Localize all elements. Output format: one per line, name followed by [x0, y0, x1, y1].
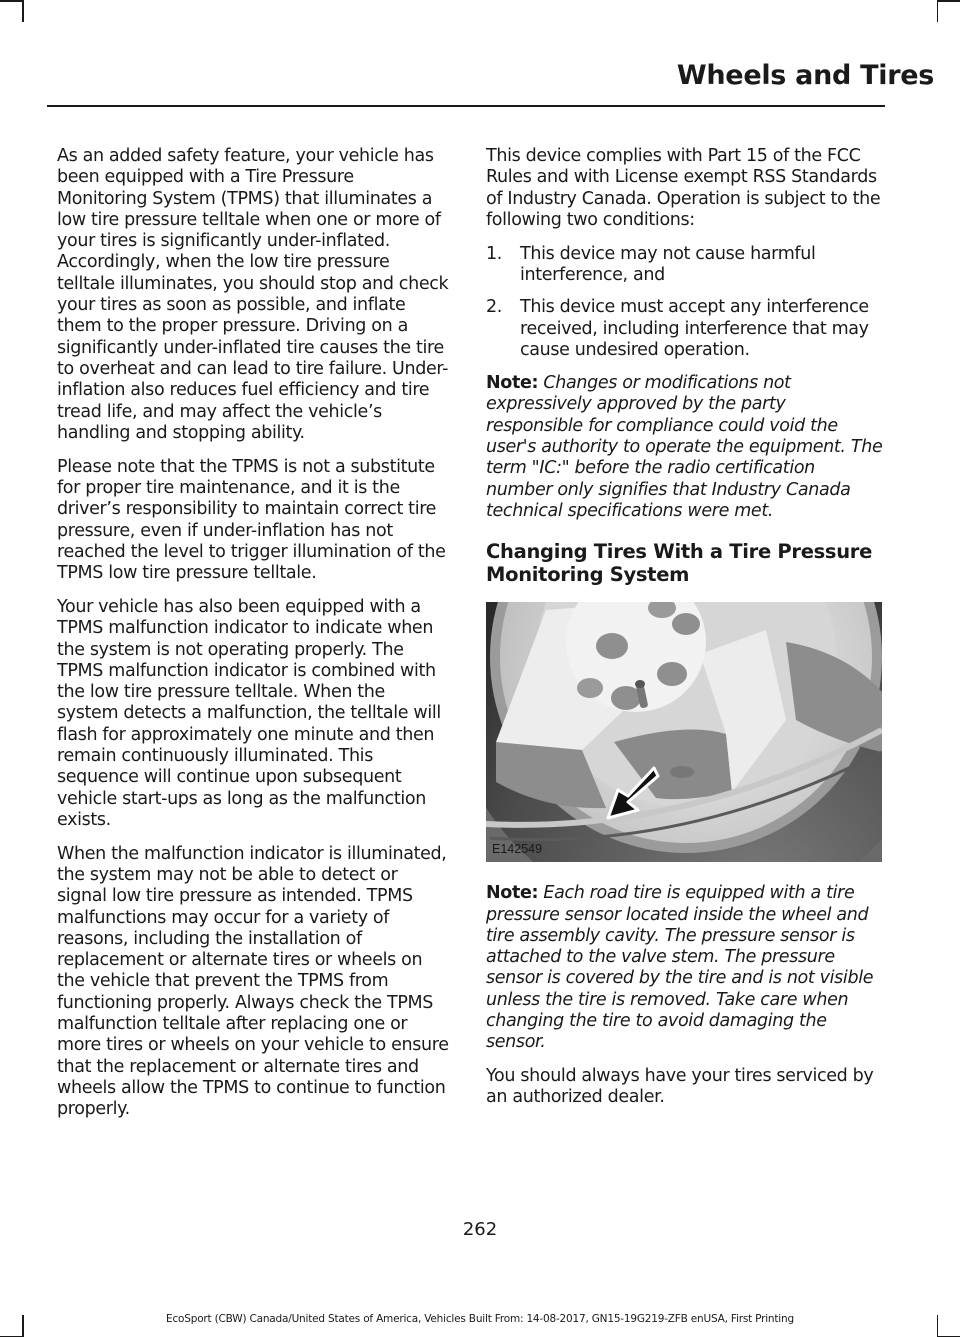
note-tire-sensor — [486, 883, 884, 1053]
wheel-valve-stem-illustration — [486, 602, 882, 862]
page-number: 262 — [462, 1219, 498, 1240]
list-number: 2. — [486, 297, 502, 318]
crop-mark — [937, 0, 939, 22]
paragraph-tpms-intro: As an added safety feature, your vehicle has been equipped with a Tire Pressure Monitoring System (TPMS) that illuminates a low tire pressure telltale when one or more of your tires is significantly under-inflated. Accordingly, when the low tire pressure telltale illuminates, you should stop and check your tires as soon as possible, and inflate them to the proper pressure. Driving on a significantly under-inflated tire causes the tire to overheat and can lead to tire failure. Under-inflation also reduces fuel efficiency and tire tread life, and may affect the vehicle’s handling and stopping ability. — [57, 146, 449, 443]
list-item — [486, 244, 884, 287]
note-modifications — [486, 373, 884, 522]
paragraph-malfunction-causes: When the malfunction indicator is illuminated, the system may not be able to detect or signal low tire pressure as intended. TPMS malfunctions may occur for a variety of reasons, including the installation of replacement or alternate tires or wheels on the vehicle that prevent the TPMS from functioning properly. Always check the TPMS malfunction telltale after replacing one or more tires or wheels on your vehicle to ensure that the replacement or alternate tires and wheels allow the TPMS to continue to function properly. — [57, 843, 449, 1120]
list-text: This device must accept any interference received, including interference that may cause undesired operation. — [520, 297, 869, 360]
footer-text: EcoSport (CBW) Canada/United States of America, Vehicles Built From: 14-08-2017, GN15-19G219-ZFB enUSA, First Printing — [166, 1313, 794, 1325]
paragraph-dealer-service: You should always have your tires serviced by an authorized dealer. — [486, 1066, 874, 1108]
paragraph-malfunction-indicator: Your vehicle has also been equipped with a TPMS malfunction indicator to indicate when the system is not operating properly. The TPMS malfunction indicator is combined with the low tire pressure telltale. When the system detects a malfunction, the telltale will flash for approximately one minute and then remain continuously illuminated. This sequence will continue upon subsequent vehicle start-ups as long as the malfunction exists. — [57, 596, 441, 830]
page-title: Wheels and Tires — [676, 60, 934, 91]
list-item — [486, 297, 884, 361]
note-text: Changes or modifications not expressively approved by the party responsible for compliance could void the user's authority to operate the equipment. The term "IC:" before the radio certification number only signifies that Industry Canada technical specifications were met. — [486, 373, 883, 521]
wheel-figure — [486, 602, 882, 862]
conditions-list — [486, 244, 884, 361]
right-column — [486, 146, 884, 1121]
paragraph-tpms-maintenance: Please note that the TPMS is not a substitute for proper tire maintenance, and it is the driver’s responsibility to maintain correct tire pressure, even if under-inflation has not reached the level to trigger illumination of the TPMS low tire pressure telltale. — [57, 456, 446, 584]
note-text: Each road tire is equipped with a tire pressure sensor located inside the wheel and tire assembly cavity. The pressure sensor is attached to the valve stem. The pressure sensor is covered by the tire and is not visible unless the tire is removed. Take care when changing the tire to avoid damaging the sensor. — [486, 883, 874, 1053]
list-text: This device may not cause harmful interference, and — [520, 243, 816, 285]
left-column — [57, 146, 449, 1133]
note-label: Note: — [486, 373, 539, 394]
note-label: Note: — [486, 883, 539, 904]
paragraph-fcc-compliance: This device complies with Part 15 of the FCC Rules and with License exempt RSS Standards of Industry Canada. Operation is subject to the following two conditions: — [486, 146, 881, 230]
crop-mark — [22, 0, 24, 22]
figure-id: E142549 — [492, 841, 543, 856]
section-heading: Changing Tires With a Tire Pressure Monitoring System — [486, 540, 873, 587]
list-number: 1. — [486, 243, 502, 264]
crop-mark — [938, 0, 960, 2]
header-divider — [47, 105, 885, 107]
crop-mark — [0, 0, 22, 2]
